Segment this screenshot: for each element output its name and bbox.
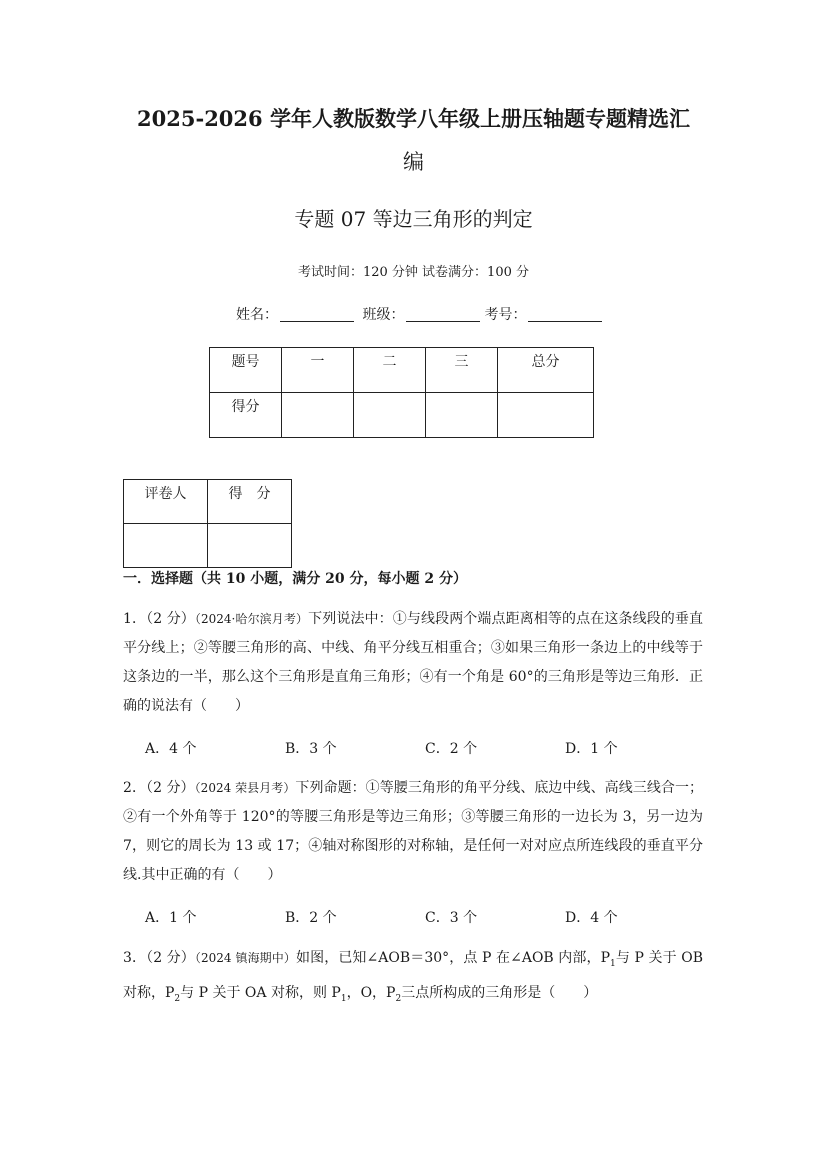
question-2	[123, 774, 703, 890]
number-blank[interactable]	[528, 307, 602, 322]
class-blank[interactable]	[406, 307, 480, 322]
score-header-cell: 题号	[210, 348, 282, 393]
score-header-cell: 二	[354, 348, 426, 393]
question-1-text: 下列说法中：①与线段两个端点距离相等的点在这条线段的垂直平分线上；②等腰三角形的高、中线、角平分线互相重合；③如果三角形一条边上的中线等于这条边的一半，那么这个三角形是直角三角形；④有一个角是 60°的三角形是等边三角形．正确的说法有（ ）	[123, 611, 704, 714]
grader-cell[interactable]	[124, 524, 208, 568]
question-2-text: 下列命题：①等腰三角形的角平分线、底边中线、高线三线合一；②有一个外角等于 120°的等腰三角形是等边三角形；③等腰三角形的一边长为 3，另一边为 7，则它的周长为 13 或 17；④轴对称图形的对称轴，是任何一对对应点所连线段的垂直平分线.其中正确的有（ ）	[123, 780, 704, 883]
document-subtitle: 专题 07 等边三角形的判定	[294, 207, 533, 231]
score-table-header-row	[210, 348, 594, 393]
question-2-prefix: 2．（2 分）	[123, 780, 195, 796]
exam-info: 考试时间：120 分钟 试卷满分：100 分	[297, 265, 530, 280]
option-c[interactable]: C．2 个	[425, 741, 478, 757]
document-title-line2: 编	[403, 150, 424, 174]
option-a[interactable]: A．4 个	[145, 741, 197, 757]
question-3-prefix: 3．（2 分）	[123, 950, 195, 966]
option-b[interactable]: B．2 个	[285, 910, 337, 926]
question-2-options	[145, 907, 705, 927]
grader-score-label: 得 分	[208, 480, 292, 524]
option-a[interactable]: A．1 个	[145, 910, 197, 926]
score-table-value-row	[210, 393, 594, 438]
score-header-cell: 三	[426, 348, 498, 393]
score-cell[interactable]	[498, 393, 594, 438]
option-d[interactable]: D．4 个	[565, 910, 618, 926]
grader-label: 评卷人	[124, 480, 208, 524]
option-c[interactable]: C．3 个	[425, 910, 478, 926]
question-1-source: （2024·哈尔滨月考）	[194, 612, 309, 626]
number-label: 考号：	[484, 307, 527, 323]
score-cell[interactable]	[354, 393, 426, 438]
question-3	[123, 944, 703, 1014]
score-header-cell: 一	[282, 348, 354, 393]
score-table	[209, 347, 594, 438]
student-info-row	[236, 304, 606, 324]
name-label: 姓名：	[236, 307, 278, 323]
score-cell[interactable]	[282, 393, 354, 438]
question-1-options	[145, 738, 705, 758]
grader-table	[123, 479, 292, 568]
question-3-source: （2024 镇海期中）	[194, 951, 296, 965]
score-cell[interactable]	[426, 393, 498, 438]
class-label: 班级：	[362, 307, 405, 323]
question-1	[123, 605, 703, 721]
score-row-label: 得分	[210, 393, 282, 438]
question-2-source: （2024 荣县月考）	[194, 781, 296, 795]
option-b[interactable]: B．3 个	[285, 741, 337, 757]
question-3-text: 如图，已知∠AOB＝30°，点 P 在∠AOB 内部，$P_1$与 P 关于 OB 对称，$P_2$与 P 关于 OA 对称，则 $P_1$，O，$P_2$三点所构成的三角形是（ ）	[123, 950, 704, 1004]
name-blank[interactable]	[280, 307, 354, 322]
document-title-line1: 2025-2026 学年人教版数学八年级上册压轴题专题精选汇	[137, 106, 690, 131]
section-title: 一．选择题（共 10 小题，满分 20 分，每小题 2 分）	[123, 571, 467, 587]
score-header-cell: 总分	[498, 348, 594, 393]
option-d[interactable]: D．1 个	[565, 741, 618, 757]
question-1-prefix: 1．（2 分）	[123, 611, 195, 627]
grader-score-cell[interactable]	[208, 524, 292, 568]
